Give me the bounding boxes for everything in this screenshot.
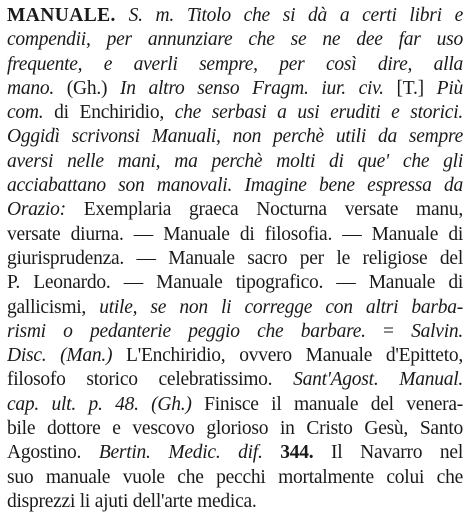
entry-line: [7, 271, 463, 295]
text-segment: Sant'Agost. Manual.: [293, 369, 463, 391]
entry-line: [7, 198, 463, 222]
text-segment: (Gh.): [66, 77, 120, 99]
text-segment: Oggidì scrivonsi Manuali, non perchè utili da sempre: [7, 126, 463, 148]
entry-line: [7, 101, 463, 125]
text-segment: Salvin.: [411, 320, 463, 342]
text-segment: mano.: [7, 77, 67, 99]
text-segment: Finisce il manuale del venera-: [204, 393, 463, 415]
text-segment: di Enchiridio,: [54, 102, 175, 124]
entry-line: [7, 296, 463, 320]
entry-line: [7, 28, 463, 52]
text-segment: Orazio:: [7, 199, 84, 221]
entry-line: [7, 125, 463, 149]
text-segment: bile dottore e vescovo glorioso in Cristo Gesù, Santo: [7, 418, 463, 440]
text-segment: 344.: [280, 442, 332, 464]
entry-line: [7, 417, 463, 441]
text-segment: utile, se non li corregge con altri barba-: [99, 296, 463, 318]
dictionary-entry-manuale: [7, 4, 463, 514]
text-segment: L'Enchiridio, ovvero Manuale d'Epitteto,: [126, 345, 463, 367]
text-segment: 48.: [115, 393, 152, 415]
text-segment: cap. ult. p.: [7, 393, 116, 415]
entry-line: [7, 53, 463, 77]
entry-line: [7, 150, 463, 174]
entry-line: [7, 174, 463, 198]
text-segment: frequente, e averli sempre, per così dire, alla: [7, 53, 463, 75]
text-segment: In altro senso Fragm. iur. civ.: [119, 77, 397, 99]
text-segment: disprezzi li ajuti dell'arte medica.: [7, 490, 257, 512]
entry-line: [7, 320, 463, 344]
text-segment: filosofo storico celebratissimo.: [7, 369, 294, 391]
text-segment: [T.]: [396, 77, 437, 99]
entry-line: [7, 466, 463, 490]
entry-line: [7, 490, 463, 514]
entry-line: [7, 223, 463, 247]
text-segment: giurisprudenza. — Manuale sacro per le religiose del: [7, 247, 463, 269]
entry-line: [7, 4, 463, 28]
text-segment: Imagine bene espressa da: [244, 175, 463, 197]
entry-line: [7, 344, 463, 368]
text-segment: (Man.): [60, 345, 127, 367]
entry-line: [7, 393, 463, 417]
text-segment: Bertin. Medic. dif.: [98, 442, 281, 464]
text-segment: versate diurna. — Manuale di filosofia. — Manuale di: [7, 223, 463, 245]
text-segment: compendii, per annunziare che se ne dee far uso: [7, 29, 463, 51]
text-segment: Il Navarro nel: [331, 442, 463, 464]
entry-line: [7, 247, 463, 271]
text-segment: suo manuale vuole che pecchi mortalmente colui che: [7, 466, 463, 488]
text-segment: Agostino.: [7, 442, 99, 464]
text-segment: Più: [436, 77, 463, 99]
text-segment: aversi nelle mani, ma perchè molti di que' che gli: [7, 150, 463, 172]
text-segment: rismi o pedanterie peggio che barbare.: [7, 320, 384, 342]
text-segment: (Gh.): [151, 393, 205, 415]
text-segment: acciabattano son manovali.: [7, 175, 245, 197]
entry-line: [7, 77, 463, 101]
text-segment: Exemplaria graeca Nocturna versate manu,: [83, 199, 463, 221]
entry-line: [7, 368, 463, 392]
text-segment: gallicismi,: [7, 296, 100, 318]
text-segment: S. m.: [115, 5, 187, 26]
text-segment: =: [383, 320, 412, 342]
text-segment: Disc.: [7, 345, 61, 367]
text-segment: Titolo che si dà a certi libri e: [186, 5, 463, 26]
headword: MANUALE.: [7, 5, 116, 26]
text-segment: P. Leonardo. — Manuale tipografico. — Manuale di: [7, 272, 463, 294]
entry-line: [7, 441, 463, 465]
text-segment: com.: [7, 102, 55, 124]
text-segment: che serbasi a usi eruditi e storici.: [174, 102, 463, 124]
